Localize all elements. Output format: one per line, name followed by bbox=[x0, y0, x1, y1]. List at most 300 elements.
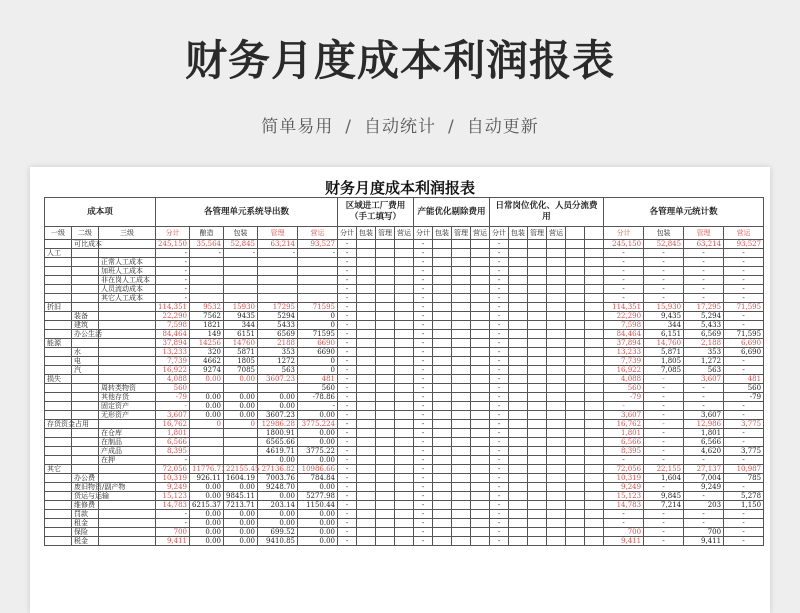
header-col-c: 包装 bbox=[433, 227, 452, 240]
cell-system-export bbox=[190, 429, 224, 438]
cell-adjustment bbox=[585, 510, 604, 519]
cell-adjustment bbox=[376, 294, 395, 303]
cell-adjustment bbox=[585, 501, 604, 510]
table-row bbox=[45, 465, 764, 474]
cell-adjustment bbox=[395, 492, 414, 501]
cell-adjustment: - bbox=[338, 429, 357, 438]
cell-adjustment bbox=[376, 420, 395, 429]
row-level1 bbox=[45, 537, 72, 546]
cell-system-export bbox=[258, 258, 298, 267]
cell-adjustment: - bbox=[414, 240, 433, 249]
cell-adjustment: - bbox=[414, 492, 433, 501]
table-row bbox=[45, 285, 764, 294]
cell-system-export: - bbox=[190, 249, 224, 258]
subtitle-separator: / bbox=[448, 117, 455, 137]
cell-adjustment bbox=[395, 303, 414, 312]
header-regional-factory: 区域进工厂费用（手工填写） bbox=[338, 198, 414, 227]
cell-adjustment bbox=[547, 384, 566, 393]
page-subtitle bbox=[0, 112, 800, 137]
cell-system-export bbox=[258, 276, 298, 285]
row-level3: 在仓库 bbox=[99, 429, 156, 438]
cell-adjustment bbox=[433, 411, 452, 420]
cell-system-export: 0.00 bbox=[190, 375, 224, 384]
cell-unit-statistics: - bbox=[644, 294, 684, 303]
cell-adjustment bbox=[585, 393, 604, 402]
cell-system-export bbox=[190, 258, 224, 267]
header-col-e: 包装 bbox=[644, 227, 684, 240]
cell-unit-statistics: 1,150 bbox=[724, 501, 764, 510]
cell-unit-statistics: - bbox=[684, 384, 724, 393]
row-level3 bbox=[99, 519, 156, 528]
row-level3: 固定资产 bbox=[99, 402, 156, 411]
cell-adjustment: - bbox=[490, 474, 509, 483]
cell-adjustment bbox=[395, 276, 414, 285]
cell-adjustment: - bbox=[414, 285, 433, 294]
header-col-b: 分计 bbox=[338, 227, 357, 240]
cell-unit-statistics: - bbox=[724, 510, 764, 519]
cell-adjustment bbox=[357, 258, 376, 267]
header-col-a: 酿造 bbox=[190, 227, 224, 240]
cell-unit-statistics: 6,690 bbox=[724, 348, 764, 357]
cell-unit-statistics: - bbox=[684, 456, 724, 465]
cell-adjustment bbox=[471, 240, 490, 249]
cell-adjustment bbox=[376, 375, 395, 384]
cell-unit-statistics: - bbox=[644, 258, 684, 267]
cell-system-export: 0.00 bbox=[190, 411, 224, 420]
cell-adjustment bbox=[452, 429, 471, 438]
cell-system-export: 9274 bbox=[190, 366, 224, 375]
cell-unit-statistics: 5,278 bbox=[724, 492, 764, 501]
cell-adjustment bbox=[471, 294, 490, 303]
cell-unit-statistics: 3,775 bbox=[724, 447, 764, 456]
cell-adjustment bbox=[357, 528, 376, 537]
table-row bbox=[45, 537, 764, 546]
cell-adjustment bbox=[585, 519, 604, 528]
cell-system-export: 1150.44 bbox=[298, 501, 338, 510]
cell-adjustment: - bbox=[490, 519, 509, 528]
cell-adjustment bbox=[528, 483, 547, 492]
cell-adjustment bbox=[376, 483, 395, 492]
cell-system-export: - bbox=[156, 456, 190, 465]
cell-unit-statistics: 5,294 bbox=[684, 312, 724, 321]
cell-system-export bbox=[190, 447, 224, 456]
cell-system-export: 52,845 bbox=[224, 240, 258, 249]
cell-adjustment bbox=[509, 519, 528, 528]
cell-adjustment: - bbox=[338, 330, 357, 339]
row-level2: 废旧物资/副产物 bbox=[72, 483, 99, 492]
cell-system-export: 14,783 bbox=[156, 501, 190, 510]
cell-adjustment bbox=[566, 258, 585, 267]
cell-system-export: 9845.11 bbox=[224, 492, 258, 501]
cell-unit-statistics: -79 bbox=[604, 393, 644, 402]
cell-system-export bbox=[190, 438, 224, 447]
cell-adjustment bbox=[509, 357, 528, 366]
cell-adjustment bbox=[433, 303, 452, 312]
cell-system-export bbox=[190, 294, 224, 303]
cell-adjustment bbox=[376, 402, 395, 411]
cell-system-export: 0.00 bbox=[298, 483, 338, 492]
cell-adjustment bbox=[471, 276, 490, 285]
cell-adjustment bbox=[509, 537, 528, 546]
cell-adjustment: - bbox=[414, 366, 433, 375]
header-col-b: 营运 bbox=[395, 227, 414, 240]
header-col-c: 分计 bbox=[414, 227, 433, 240]
cell-unit-statistics: 71,595 bbox=[724, 330, 764, 339]
row-level2 bbox=[72, 456, 99, 465]
cell-unit-statistics: - bbox=[644, 537, 684, 546]
row-level1 bbox=[45, 384, 72, 393]
cell-adjustment: - bbox=[338, 438, 357, 447]
cell-adjustment bbox=[471, 465, 490, 474]
cell-unit-statistics: 63,214 bbox=[684, 240, 724, 249]
cell-adjustment bbox=[376, 465, 395, 474]
cell-adjustment: - bbox=[338, 528, 357, 537]
cell-adjustment: - bbox=[414, 267, 433, 276]
cell-adjustment: - bbox=[414, 312, 433, 321]
cell-adjustment bbox=[433, 537, 452, 546]
cell-adjustment bbox=[357, 492, 376, 501]
header-col-b: 管理 bbox=[376, 227, 395, 240]
row-level3 bbox=[99, 249, 156, 258]
header-unit-statistics: 各管理单元统计数 bbox=[604, 198, 764, 227]
cell-system-export: - bbox=[156, 267, 190, 276]
row-level2 bbox=[72, 258, 99, 267]
cell-adjustment bbox=[471, 492, 490, 501]
cell-adjustment: - bbox=[338, 258, 357, 267]
cell-system-export bbox=[298, 285, 338, 294]
cell-system-export bbox=[224, 429, 258, 438]
cell-adjustment bbox=[452, 294, 471, 303]
cell-system-export: 0.00 bbox=[298, 456, 338, 465]
row-level1 bbox=[45, 312, 72, 321]
header-col-e: 管理 bbox=[684, 227, 724, 240]
cell-system-export: 9435 bbox=[224, 312, 258, 321]
cell-system-export: 6151 bbox=[224, 330, 258, 339]
row-level2: 罚款 bbox=[72, 510, 99, 519]
table-row bbox=[45, 483, 764, 492]
cell-adjustment bbox=[471, 375, 490, 384]
cell-unit-statistics: - bbox=[724, 294, 764, 303]
cell-unit-statistics: - bbox=[724, 528, 764, 537]
cell-adjustment: - bbox=[338, 321, 357, 330]
row-level1 bbox=[45, 294, 72, 303]
cell-unit-statistics: 560 bbox=[724, 384, 764, 393]
row-level3 bbox=[99, 312, 156, 321]
cell-adjustment: - bbox=[490, 321, 509, 330]
cell-system-export: 9,249 bbox=[156, 483, 190, 492]
cell-unit-statistics: 114,351 bbox=[604, 303, 644, 312]
cell-adjustment bbox=[547, 303, 566, 312]
cell-system-export: 3775.22 bbox=[298, 447, 338, 456]
cell-adjustment bbox=[452, 447, 471, 456]
cell-system-export: 3607.23 bbox=[258, 375, 298, 384]
row-level1 bbox=[45, 330, 72, 339]
row-level2 bbox=[72, 375, 99, 384]
cell-adjustment: - bbox=[414, 537, 433, 546]
cell-system-export: 0.00 bbox=[298, 438, 338, 447]
cell-adjustment bbox=[433, 519, 452, 528]
cell-system-export: -78.86 bbox=[298, 393, 338, 402]
cell-adjustment bbox=[376, 240, 395, 249]
cell-adjustment: - bbox=[414, 474, 433, 483]
cell-adjustment bbox=[395, 519, 414, 528]
cell-system-export: 0.00 bbox=[190, 402, 224, 411]
cell-adjustment bbox=[547, 357, 566, 366]
cell-adjustment: - bbox=[414, 501, 433, 510]
cell-adjustment bbox=[547, 519, 566, 528]
row-level2 bbox=[72, 393, 99, 402]
cell-adjustment bbox=[509, 330, 528, 339]
cell-adjustment bbox=[566, 456, 585, 465]
cell-adjustment bbox=[547, 474, 566, 483]
cell-system-export: 0.00 bbox=[224, 528, 258, 537]
cell-unit-statistics: 16,922 bbox=[604, 366, 644, 375]
cell-adjustment bbox=[509, 447, 528, 456]
row-level2 bbox=[72, 294, 99, 303]
cell-adjustment bbox=[566, 474, 585, 483]
cell-unit-statistics: - bbox=[724, 537, 764, 546]
cell-unit-statistics: - bbox=[604, 276, 644, 285]
cell-system-export: 15930 bbox=[224, 303, 258, 312]
cell-adjustment bbox=[566, 276, 585, 285]
cell-system-export: 784.84 bbox=[298, 474, 338, 483]
cell-adjustment bbox=[357, 501, 376, 510]
row-level1 bbox=[45, 402, 72, 411]
cell-system-export: 7085 bbox=[224, 366, 258, 375]
cell-adjustment bbox=[357, 348, 376, 357]
cell-adjustment: - bbox=[490, 384, 509, 393]
cell-adjustment bbox=[471, 429, 490, 438]
cell-system-export: 71595 bbox=[298, 303, 338, 312]
cell-adjustment bbox=[357, 357, 376, 366]
cell-system-export: 4662 bbox=[190, 357, 224, 366]
cell-adjustment: - bbox=[490, 537, 509, 546]
cell-unit-statistics: - bbox=[684, 393, 724, 402]
header-col-a: 营运 bbox=[298, 227, 338, 240]
cell-adjustment: - bbox=[414, 348, 433, 357]
cell-adjustment: - bbox=[338, 375, 357, 384]
cell-system-export: 5277.98 bbox=[298, 492, 338, 501]
cell-adjustment bbox=[357, 537, 376, 546]
cell-adjustment: - bbox=[490, 429, 509, 438]
row-level2 bbox=[72, 402, 99, 411]
cell-adjustment bbox=[547, 492, 566, 501]
cell-adjustment bbox=[395, 411, 414, 420]
cell-adjustment bbox=[585, 312, 604, 321]
row-level3 bbox=[99, 240, 156, 249]
cell-unit-statistics: 10,987 bbox=[724, 465, 764, 474]
cell-adjustment bbox=[509, 339, 528, 348]
cell-adjustment: - bbox=[414, 384, 433, 393]
cell-system-export: - bbox=[224, 249, 258, 258]
cell-unit-statistics: -79 bbox=[724, 393, 764, 402]
cell-unit-statistics: 22,155 bbox=[644, 465, 684, 474]
cell-unit-statistics: 13,233 bbox=[604, 348, 644, 357]
cell-system-export: 10986.66 bbox=[298, 465, 338, 474]
cell-adjustment bbox=[471, 267, 490, 276]
table-row bbox=[45, 393, 764, 402]
row-level2: 建筑 bbox=[72, 321, 99, 330]
cell-unit-statistics: - bbox=[604, 267, 644, 276]
cell-unit-statistics: 9,411 bbox=[604, 537, 644, 546]
cell-adjustment bbox=[357, 294, 376, 303]
cell-adjustment bbox=[528, 375, 547, 384]
cell-system-export: 3607.23 bbox=[258, 411, 298, 420]
row-level3 bbox=[99, 357, 156, 366]
cell-system-export: 37,894 bbox=[156, 339, 190, 348]
cell-adjustment: - bbox=[338, 348, 357, 357]
cell-adjustment bbox=[471, 456, 490, 465]
cell-system-export: 8,395 bbox=[156, 447, 190, 456]
cell-adjustment: - bbox=[338, 276, 357, 285]
cell-unit-statistics: - bbox=[724, 258, 764, 267]
table-row bbox=[45, 429, 764, 438]
cell-adjustment bbox=[471, 474, 490, 483]
row-level1 bbox=[45, 447, 72, 456]
cell-adjustment bbox=[452, 393, 471, 402]
cell-system-export: 13,233 bbox=[156, 348, 190, 357]
cell-adjustment bbox=[376, 249, 395, 258]
cell-adjustment bbox=[509, 384, 528, 393]
cell-adjustment: - bbox=[414, 510, 433, 519]
cell-unit-statistics: 5,871 bbox=[644, 348, 684, 357]
cell-adjustment bbox=[452, 285, 471, 294]
cell-adjustment bbox=[471, 510, 490, 519]
cell-adjustment bbox=[433, 348, 452, 357]
cell-unit-statistics: 22,290 bbox=[604, 312, 644, 321]
cell-adjustment bbox=[395, 393, 414, 402]
cell-system-export bbox=[298, 276, 338, 285]
cell-adjustment bbox=[585, 267, 604, 276]
cell-unit-statistics: - bbox=[724, 456, 764, 465]
cell-adjustment bbox=[585, 411, 604, 420]
header-col-a: 包装 bbox=[224, 227, 258, 240]
header-col-d bbox=[585, 227, 604, 240]
cell-adjustment bbox=[547, 285, 566, 294]
header-cost-item: 成本项 bbox=[45, 198, 156, 227]
cell-unit-statistics: - bbox=[604, 402, 644, 411]
cell-unit-statistics: - bbox=[604, 519, 644, 528]
cell-system-export: 14760 bbox=[224, 339, 258, 348]
cell-unit-statistics: - bbox=[604, 249, 644, 258]
cell-system-export: 5294 bbox=[258, 312, 298, 321]
cell-unit-statistics: - bbox=[644, 438, 684, 447]
cell-adjustment: - bbox=[414, 438, 433, 447]
cell-unit-statistics: 6,690 bbox=[724, 339, 764, 348]
cell-system-export: 0.00 bbox=[224, 483, 258, 492]
cell-adjustment bbox=[585, 330, 604, 339]
row-level3: 在押 bbox=[99, 456, 156, 465]
cell-adjustment bbox=[547, 321, 566, 330]
cell-adjustment bbox=[376, 411, 395, 420]
cell-system-export: 0.00 bbox=[298, 537, 338, 546]
cell-adjustment bbox=[547, 366, 566, 375]
cell-unit-statistics: - bbox=[644, 375, 684, 384]
cell-adjustment bbox=[547, 267, 566, 276]
cell-adjustment bbox=[395, 285, 414, 294]
cell-adjustment bbox=[566, 420, 585, 429]
cell-system-export: 0.00 bbox=[298, 429, 338, 438]
cell-system-export: 15,123 bbox=[156, 492, 190, 501]
header-row-columns bbox=[45, 227, 764, 240]
cell-unit-statistics: 1,272 bbox=[684, 357, 724, 366]
cell-unit-statistics: 785 bbox=[724, 474, 764, 483]
cell-adjustment: - bbox=[490, 375, 509, 384]
cell-unit-statistics: - bbox=[684, 258, 724, 267]
table-row bbox=[45, 258, 764, 267]
cell-unit-statistics: - bbox=[644, 456, 684, 465]
cell-system-export: 1272 bbox=[258, 357, 298, 366]
cell-system-export bbox=[224, 294, 258, 303]
cell-unit-statistics: 203 bbox=[684, 501, 724, 510]
cell-adjustment bbox=[585, 276, 604, 285]
subtitle-item: 简单易用 bbox=[261, 117, 334, 137]
cell-system-export: 0.00 bbox=[190, 483, 224, 492]
cell-unit-statistics: 1,801 bbox=[604, 429, 644, 438]
cell-system-export: - bbox=[156, 285, 190, 294]
cell-adjustment bbox=[471, 519, 490, 528]
cell-system-export: 3775.224 bbox=[298, 420, 338, 429]
row-level1: 人工 bbox=[45, 249, 72, 258]
cell-adjustment bbox=[528, 303, 547, 312]
cell-adjustment bbox=[566, 321, 585, 330]
row-level1 bbox=[45, 240, 72, 249]
cell-adjustment bbox=[509, 465, 528, 474]
cell-system-export: 3,607 bbox=[156, 411, 190, 420]
cell-adjustment: - bbox=[490, 330, 509, 339]
cell-adjustment bbox=[547, 249, 566, 258]
cell-adjustment bbox=[509, 402, 528, 411]
cell-adjustment bbox=[566, 285, 585, 294]
cell-system-export: 563 bbox=[258, 366, 298, 375]
cell-system-export: - bbox=[258, 249, 298, 258]
cell-adjustment bbox=[585, 303, 604, 312]
cell-unit-statistics: 14,783 bbox=[604, 501, 644, 510]
cell-system-export: 4619.71 bbox=[258, 447, 298, 456]
header-col-d: 营运 bbox=[547, 227, 566, 240]
cell-system-export: 0.00 bbox=[298, 510, 338, 519]
cell-adjustment bbox=[357, 510, 376, 519]
cell-adjustment bbox=[433, 285, 452, 294]
cell-adjustment bbox=[395, 267, 414, 276]
row-level1 bbox=[45, 366, 72, 375]
row-level1 bbox=[45, 267, 72, 276]
cell-adjustment bbox=[585, 285, 604, 294]
cell-system-export: 0.00 bbox=[224, 510, 258, 519]
cell-adjustment bbox=[566, 303, 585, 312]
cell-adjustment: - bbox=[490, 312, 509, 321]
cell-system-export: 1604.19 bbox=[224, 474, 258, 483]
cell-unit-statistics: - bbox=[724, 321, 764, 330]
cell-system-export: 1805 bbox=[224, 357, 258, 366]
cell-system-export: 0.00 bbox=[190, 510, 224, 519]
cell-adjustment bbox=[376, 492, 395, 501]
cell-adjustment: - bbox=[414, 420, 433, 429]
cell-adjustment bbox=[357, 366, 376, 375]
cell-adjustment: - bbox=[338, 465, 357, 474]
cell-adjustment bbox=[376, 456, 395, 465]
cell-adjustment bbox=[528, 321, 547, 330]
cell-adjustment: - bbox=[338, 402, 357, 411]
cell-unit-statistics: - bbox=[724, 411, 764, 420]
cell-adjustment: - bbox=[338, 456, 357, 465]
cell-unit-statistics: - bbox=[684, 294, 724, 303]
cell-adjustment bbox=[585, 321, 604, 330]
cell-unit-statistics: - bbox=[644, 519, 684, 528]
row-level2: 装备 bbox=[72, 312, 99, 321]
cell-adjustment bbox=[452, 492, 471, 501]
cell-unit-statistics: 9,249 bbox=[684, 483, 724, 492]
